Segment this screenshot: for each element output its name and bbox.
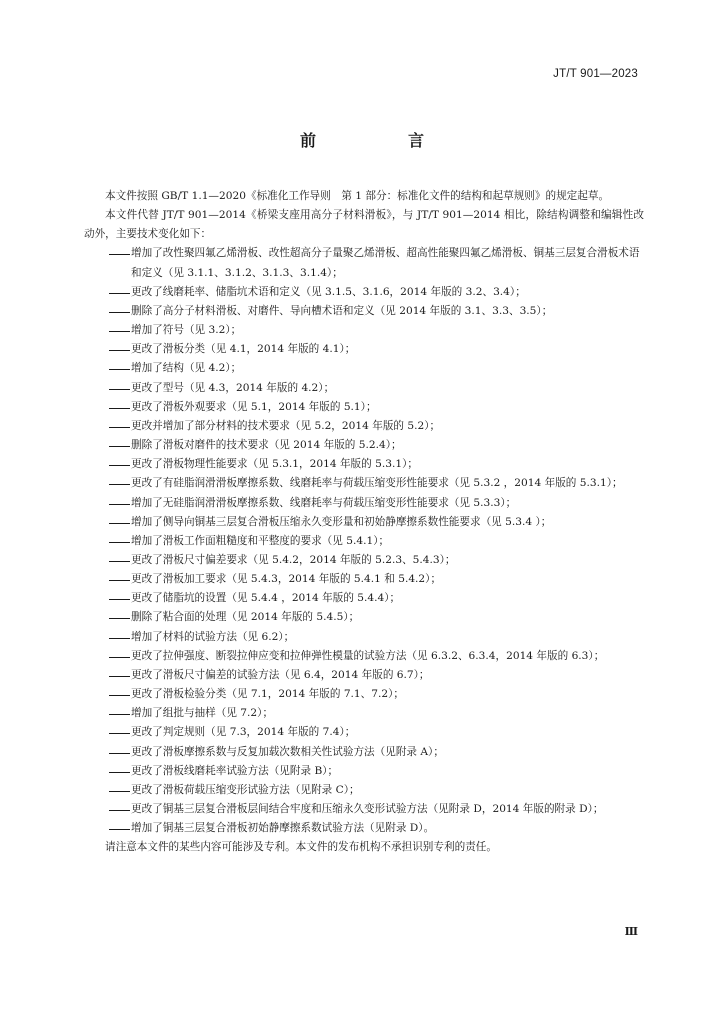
change-item	[84, 570, 644, 589]
change-item-text: 增加了组批与抽样（见 7.2）；	[131, 707, 274, 720]
change-item-text: 增加了侧导向铜基三层复合滑板压缩永久变形量和初始静摩擦系数性能要求（见 5.3.4 ）；	[131, 515, 552, 528]
change-item-text: 更改了有硅脂润滑滑板摩擦系数、线磨耗率与荷载压缩变形性能要求（见 5.3.2 ，2014 年版的 5.3.1）；	[131, 477, 623, 490]
change-item-text: 增加了符号（见 3.2）；	[131, 324, 242, 337]
change-item	[84, 762, 644, 781]
change-item-text: 更改了滑板物理性能要求（见 5.3.1，2014 年版的 5.3.1）；	[131, 458, 418, 471]
change-item-text: 更改了滑板摩擦系数与反复加载次数相关性试验方法（见附录 A）；	[131, 745, 444, 758]
change-item-text: 更改了滑板分类（见 4.1，2014 年版的 4.1）；	[131, 343, 356, 356]
change-item-text: 更改了滑板尺寸偏差要求（见 5.4.2，2014 年版的 5.2.3、5.4.3）；	[131, 553, 456, 566]
change-item-text: 更改了储脂坑的设置（见 5.4.4 ，2014 年版的 5.4.4）；	[131, 592, 401, 605]
change-item-text: 增加了无硅脂润滑滑板摩擦系数、线磨耗率与荷载压缩变形性能要求（见 5.3.3）；	[131, 496, 517, 509]
change-item	[84, 628, 644, 647]
patent-notice: 请注意本文件的某些内容可能涉及专利。本文件的发布机构不承担识别专利的责任。	[105, 841, 497, 854]
change-item	[84, 685, 644, 704]
change-item-text: 增加了材料的试验方法（见 6.2）；	[131, 630, 295, 643]
change-item-text: 更改了滑板荷载压缩变形试验方法（见附录 C）；	[131, 783, 360, 796]
change-item	[84, 302, 644, 321]
change-item-text: 增加了铜基三层复合滑板初始静摩擦系数试验方法（见附录 D）。	[131, 822, 435, 835]
foreword-body	[84, 187, 644, 857]
change-item-text: 更改了拉伸强度、断裂拉伸应变和拉伸弹性模量的试验方法（见 6.3.2、6.3.4，2014 年版的 6.3）；	[131, 649, 605, 662]
page-title: 前 言	[299, 131, 462, 150]
change-item	[84, 244, 644, 282]
changes-list	[84, 244, 644, 838]
change-item-text: 更改并增加了部分材料的技术要求（见 5.2，2014 年版的 5.2）；	[131, 419, 441, 432]
change-item	[84, 321, 644, 340]
standard-code: JT/T 901—2023	[553, 68, 638, 80]
change-item	[84, 494, 644, 513]
change-item	[84, 283, 644, 302]
change-item	[84, 704, 644, 723]
change-item	[84, 589, 644, 608]
change-item-text: 增加了改性聚四氟乙烯滑板、改性超高分子量聚乙烯滑板、超高性能聚四氟乙烯滑板、铜基三层复合滑板术语和定义（见 3.1.1、3.1.2、3.1.3、3.1.4）；	[131, 247, 640, 279]
change-item-text: 更改了滑板检验分类（见 7.1，2014 年版的 7.1、7.2）；	[131, 688, 404, 701]
change-item	[84, 455, 644, 474]
intro-paragraph-2: 本文件代替 JT/T 901—2014《桥梁支座用高分子材料滑板》，与 JT/T 901—2014 相比，除结构调整和编辑性改动外，主要技术变化如下：	[84, 209, 644, 241]
change-item	[84, 436, 644, 455]
change-item	[84, 647, 644, 666]
change-item-text: 更改了滑板线磨耗率试验方法（见附录 B）；	[131, 764, 339, 777]
change-item-text: 更改了滑板尺寸偏差的试验方法（见 6.4，2014 年版的 6.7）；	[131, 668, 430, 681]
change-item	[84, 819, 644, 838]
change-item-text: 更改了滑板加工要求（见 5.4.3，2014 年版的 5.4.1 和 5.4.2）；	[131, 573, 442, 586]
change-item	[84, 474, 644, 493]
change-item-text: 更改了判定规则（见 7.3，2014 年版的 7.4）；	[131, 726, 356, 739]
change-item-text: 删除了粘合面的处理（见 2014 年版的 5.4.5）；	[131, 611, 360, 624]
intro-paragraph-1: 本文件按照 GB/T 1.1—2020《标准化工作导则 第 1 部分：标准化文件的结构和起草规则》的规定起草。	[105, 190, 610, 202]
change-item	[84, 723, 644, 742]
change-item	[84, 743, 644, 762]
change-item	[84, 379, 644, 398]
change-item	[84, 551, 644, 570]
change-item	[84, 417, 644, 436]
change-item-text: 更改了滑板外观要求（见 5.1，2014 年版的 5.1）；	[131, 400, 377, 413]
change-item-text: 更改了型号（见 4.3，2014 年版的 4.2）；	[131, 381, 335, 394]
change-item	[84, 666, 644, 685]
change-item	[84, 532, 644, 551]
change-item	[84, 398, 644, 417]
change-item	[84, 340, 644, 359]
change-item-text: 增加了结构（见 4.2）；	[131, 362, 242, 375]
change-item-text: 增加了滑板工作面粗糙度和平整度的要求（见 5.4.1）；	[131, 534, 390, 547]
change-item	[84, 608, 644, 627]
page-number: Ⅲ	[624, 925, 638, 938]
change-item	[84, 513, 644, 532]
change-item	[84, 800, 644, 819]
change-item-text: 删除了滑板对磨件的技术要求（见 2014 年版的 5.2.4）；	[131, 439, 402, 452]
change-item-text: 更改了线磨耗率、储脂坑术语和定义（见 3.1.5、3.1.6，2014 年版的 3.2、3.4）；	[131, 285, 526, 298]
change-item-text: 更改了铜基三层复合滑板层间结合牢度和压缩永久变形试验方法（见附录 D，2014 年版的附录 D）；	[131, 803, 604, 815]
change-item	[84, 781, 644, 800]
change-item-text: 删除了高分子材料滑板、对磨件、导向槽术语和定义（见 2014 年版的 3.1、3.3、3.5）；	[131, 304, 553, 317]
change-item	[84, 359, 644, 378]
